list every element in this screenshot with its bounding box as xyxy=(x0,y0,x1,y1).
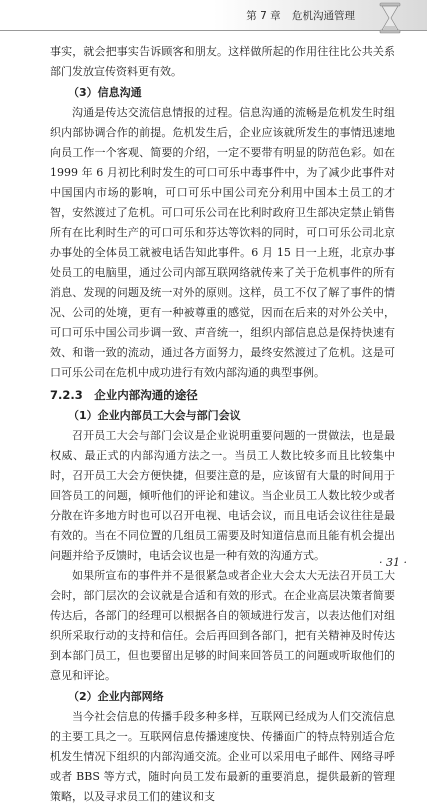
page-number: · 31 · xyxy=(379,556,407,569)
subheading-intranet: （2）企业内部网络 xyxy=(68,690,164,703)
subheading-meetings: （1）企业内部员工大会与部门会议 xyxy=(68,409,241,422)
running-header-band xyxy=(0,0,427,30)
section-heading-7-2-3: 7.2.3 企业内部沟通的途径 xyxy=(50,388,198,402)
paragraph: 当今社会信息的传播手段多种多样，互联网已经成为人们交流信息的主要工具之一。互联网信息传播速度快、传播面广的特点特别适合危机发生情况下组织的内部沟通交流。企业可以采用电子邮件、网络寻呼或者 BBS 等方式，随时向员工发布最新的重要消息，提供最新的管理策略，以及寻求员工们的建议和支 xyxy=(50,710,395,803)
paragraph: 召开员工大会与部门会议是企业说明重要问题的一贯做法，也是最权威、最正式的内部沟通方法之一。当员工人数比较多而且比较集中时，召开员工大会方便快捷，但要注意的是，应该留有大量的时间用于回答员工的问题，倾听他们的评论和建议。当企业员工人数比较少或者分散在许多地方时也可以召开电视、电话会议，而且电话会议往往是最有效的。当在不同位置的几组员工需要及时知道信息而且能有机会提出问题并给予反馈时，电话会议也是一种有效的沟通方式。 xyxy=(50,429,395,562)
paragraph: 事实，就会把事实告诉顾客和朋友。这样做所起的作用往往比公共关系部门发放宣传资料更有效。 xyxy=(50,45,395,78)
subheading-info-communication: （3）信息沟通 xyxy=(68,86,142,99)
paragraph: 如果所宣布的事件并不是很紧急或者企业大会太大无法召开员工大会时，部门层次的会议就是合适和有效的形式。在企业高层决策者简要传达后，各部门的经理可以根据各自的领域进行发言，以表达他们对组织所采取行动的支持和信任。会后再回到各部门，把有关精神及时传达到本部门员工，但也要留出足够的时间来回答员工的问题或听取他们的意见和评论。 xyxy=(50,569,395,682)
paragraph: 沟通是传达交流信息情报的过程。信息沟通的流畅是危机发生时组织内部协调合作的前提。危机发生后，企业应该就所发生的事情迅速地向员工作一个客观、简要的介绍，一定不要带有明显的防范色彩。如在 1999 年 6 月初比利时发生的可口可乐中毒事件中，为了减少此事件对中国国内市场的影响，可口可乐中国公司充分利用中国本土员工的才智，安然渡过了危机。可口可乐公司在比利时政府卫生部决定禁止销售所有在比利时生产的可口可乐和芬达等饮料的同时，可口可乐公司北京办事处的全体员工就被电话告知此事件。6 月 15 日一上班，北京办事处员工的电脑里，通过公司内部互联网络就传来了关于危机事件的所有消息、发现的问题及统一对外的原则。这样，员工不仅了解了事件的情况、公司的处境，更有一种被尊重的感觉，因而在后来的对外公关中，可口可乐中国公司步调一致、声音统一，组织内部信息总是保持快速有效、和谐一致的流动，通过各方面努力，最终安然渡过了危机。这是可口可乐公司在危机中成功进行有效内部沟通的典型事例。 xyxy=(50,106,395,379)
running-head xyxy=(246,8,355,23)
header-rule xyxy=(0,30,427,31)
page-body xyxy=(50,42,395,807)
chapter-title: 危机沟通管理 xyxy=(292,10,355,22)
hourglass-icon xyxy=(371,2,409,34)
chapter-number: 第 7 章 xyxy=(246,10,281,22)
